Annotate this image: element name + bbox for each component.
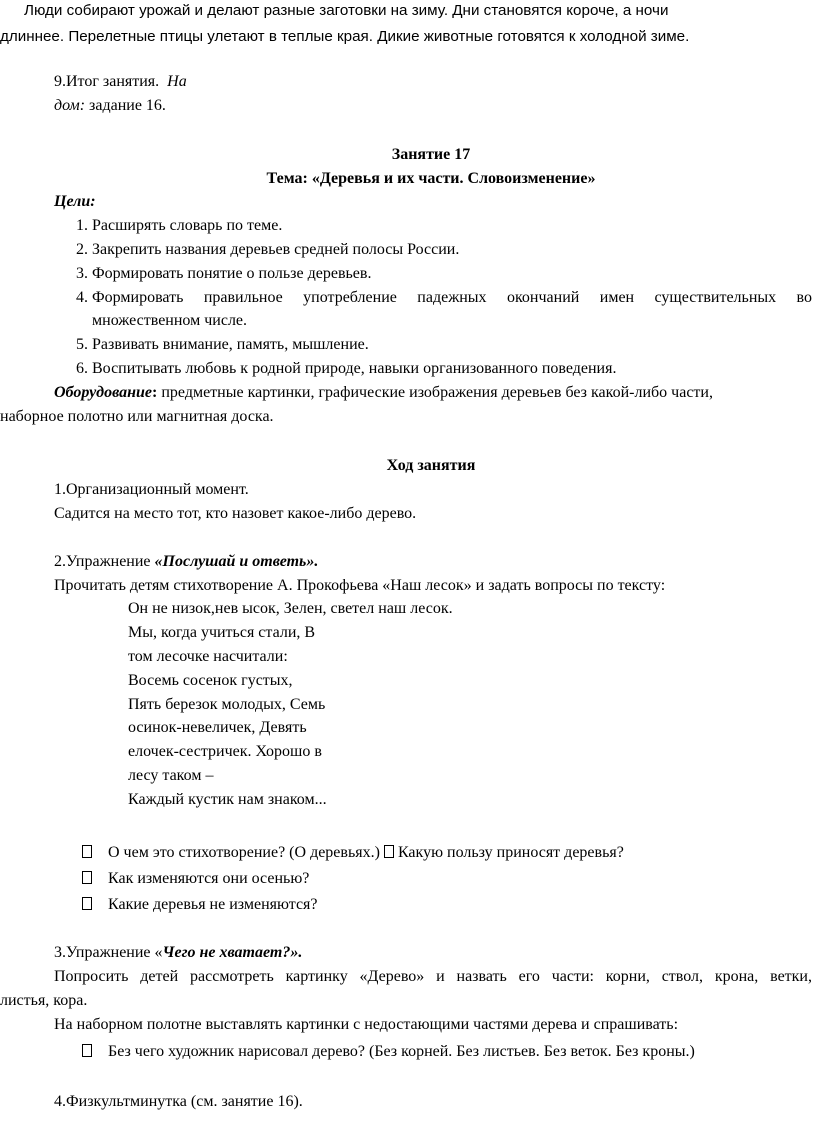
checkbox-bullet-icon <box>82 897 92 910</box>
goals-heading: Цели: <box>54 193 96 210</box>
exercise-2-instruction: Прочитать детям стихотворение А. Прокофьева «Наш лесок» и задать вопросы по тексту: <box>54 577 666 594</box>
goal-item: 2. Закрепить названия деревьев средней полосы России. <box>76 241 460 258</box>
question-item: Без чего художник нарисовал дерево? (Без корней. Без листьев. Без веток. Без кроны.) <box>82 1043 695 1061</box>
poem-line: Каждый кустик нам знаком... <box>128 791 327 808</box>
goal-item: 6. Воспитывать любовь к родной природе, навыки организованного поведения. <box>76 360 617 377</box>
goal-item: 4. Формировать правильное употребление падежных окончаний имен существительных во <box>76 289 812 306</box>
intro-line-1: Люди собирают урожай и делают разные заготовки на зиму. Дни становятся короче, а ночи <box>24 2 669 19</box>
equipment-label: Оборудование <box>54 384 153 401</box>
summary-line-2 <box>54 97 166 115</box>
summary-prefix: 9.Итог занятия. <box>54 73 160 90</box>
homework-label-b: дом: <box>54 97 86 114</box>
lesson-title: Занятие 17 <box>391 146 471 163</box>
homework-label-a: На <box>167 73 187 90</box>
org-moment-text: Садится на место тот, кто назовет какое-либо дерево. <box>54 505 417 522</box>
exercise-3-text-2: На наборном полотне выставлять картинки с недостающими частями дерева и спрашивать: <box>54 1016 679 1033</box>
poem-line: осинок-невеличек, Девять <box>128 719 307 736</box>
poem-line: Восемь сосенок густых, <box>128 672 293 689</box>
goal-item: 5. Развивать внимание, память, мышление. <box>76 336 369 353</box>
poem-line: Мы, когда учиться стали, В <box>128 624 316 641</box>
checkbox-bullet-icon <box>82 845 92 858</box>
exercise-3-title: 3.Упражнение «Чего не хватает?». <box>54 944 303 961</box>
org-moment-title: 1.Организационный момент. <box>54 481 249 498</box>
course-heading: Ход занятия <box>386 457 476 474</box>
question-item: Как изменяются они осенью? <box>82 870 309 888</box>
intro-line-2: длиннее. Перелетные птицы улетают в теплые края. Дикие животные готовятся к холодной зиме. <box>0 28 690 45</box>
goal-item: 3. Формировать понятие о пользе деревьев. <box>76 265 372 282</box>
lesson-topic: Тема: «Деревья и их части. Словоизменение» <box>266 170 596 187</box>
equipment-line-1: Оборудование: предметные картинки, графические изображения деревьев без какой-либо части, <box>54 384 713 401</box>
exercise-3-text-1-cont: листья, кора. <box>0 992 88 1009</box>
checkbox-bullet-icon <box>82 1044 92 1057</box>
poem-line: том лесочке насчитали: <box>128 648 288 665</box>
homework-task: задание 16. <box>85 97 166 114</box>
exercise-3-text-1: Попросить детей рассмотреть картинку «Дерево» и назвать его части: корни, ствол, крона, ветки, <box>54 968 812 985</box>
checkbox-bullet-icon <box>384 845 394 858</box>
question-item: Какие деревья не изменяются? <box>82 896 318 914</box>
equipment-line-2: наборное полотно или магнитная доска. <box>0 408 274 425</box>
poem-line: елочек-сестричек. Хорошо в <box>128 743 322 760</box>
poem-line: лесу таком – <box>128 767 214 784</box>
goal-item-continuation: множественном числе. <box>92 312 248 329</box>
goal-item: 1. Расширять словарь по теме. <box>76 217 283 234</box>
exercise-4: 4.Физкультминутка (см. занятие 16). <box>54 1093 303 1110</box>
poem-line: Он не низок,нев ысок, Зелен, светел наш лесок. <box>128 600 453 617</box>
poem-line: Пять березок молодых, Семь <box>128 696 326 713</box>
exercise-2-title: 2.Упражнение «Послушай и ответь». <box>54 553 319 570</box>
checkbox-bullet-icon <box>82 871 92 884</box>
summary-line-1 <box>54 73 187 91</box>
question-item: О чем это стихотворение? (О деревьях.) Какую пользу приносят деревья? <box>82 844 624 862</box>
